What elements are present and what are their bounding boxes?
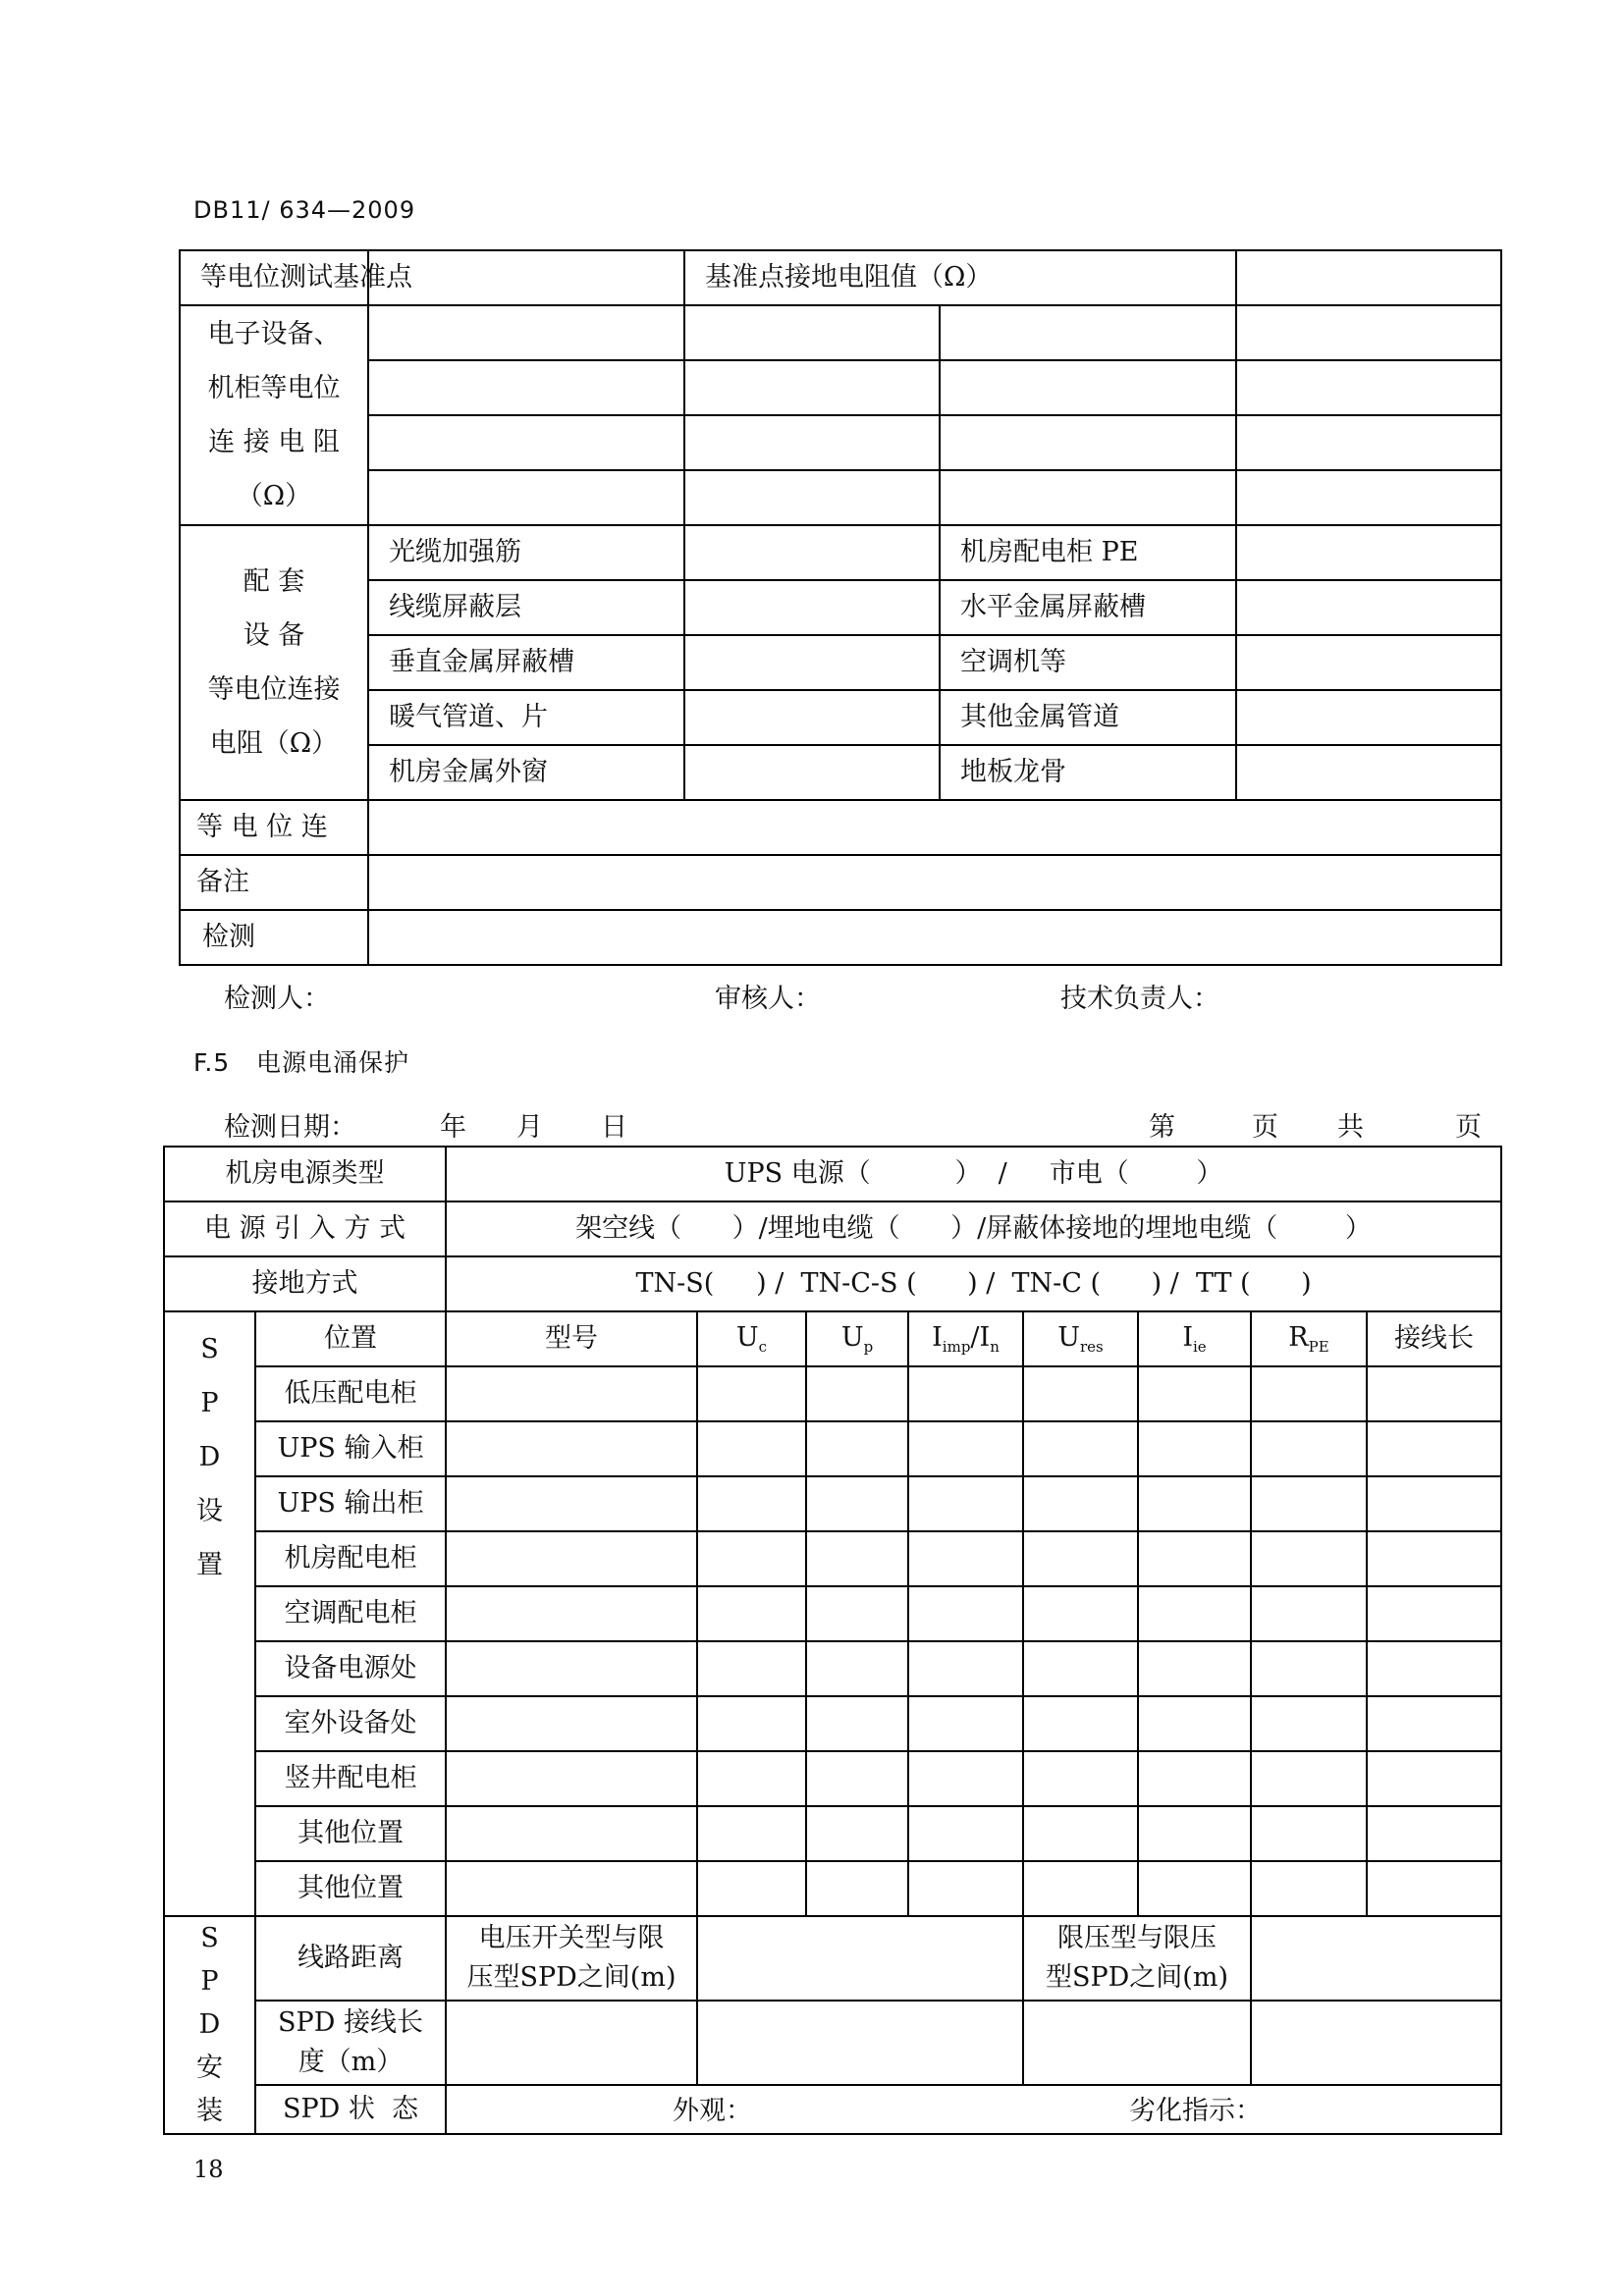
support-equipment-label: 配 套 设 备 等电位连接 电阻（Ω） <box>180 525 368 800</box>
spd-cell[interactable] <box>1367 1806 1501 1861</box>
equipotential-connection-value[interactable] <box>368 800 1501 855</box>
header-iie: $I_{ie}$ <box>1138 1311 1251 1366</box>
support-value[interactable] <box>1236 690 1501 745</box>
spd-cell[interactable] <box>1023 1641 1138 1696</box>
support-item-left: 机房金属外窗 <box>368 745 684 800</box>
equip-cell[interactable] <box>940 415 1236 470</box>
document-code: DB11/ 634—2009 <box>193 196 416 224</box>
spd-cell[interactable] <box>908 1696 1023 1751</box>
spd-cell[interactable] <box>1367 1421 1501 1476</box>
spd-cell[interactable] <box>806 1421 908 1476</box>
equip-cell[interactable] <box>368 360 684 415</box>
spd-cell[interactable] <box>1023 1476 1138 1531</box>
voltage-switch-distance-value[interactable] <box>697 1916 1023 2001</box>
header-model: 型号 <box>446 1311 697 1366</box>
spd-cell[interactable] <box>1023 1806 1138 1861</box>
spd-cell[interactable] <box>908 1476 1023 1531</box>
spd-cell[interactable] <box>1023 1421 1138 1476</box>
spd-cell[interactable] <box>1138 1366 1251 1421</box>
position-row-label: 机房配电柜 <box>255 1531 446 1586</box>
support-item-right: 地板龙骨 <box>940 745 1236 800</box>
spd-cell[interactable] <box>697 1421 806 1476</box>
spd-cell[interactable] <box>1251 1421 1367 1476</box>
spd-cell[interactable] <box>1138 1531 1251 1586</box>
day-label: 日 <box>601 1112 627 1143</box>
spd-cell[interactable] <box>1251 1641 1367 1696</box>
spd-cell[interactable] <box>1367 1861 1501 1916</box>
spd-cell[interactable] <box>908 1641 1023 1696</box>
equip-cell[interactable] <box>1236 470 1501 525</box>
equipment-resistance-label: 电子设备、 机柜等电位 连 接 电 阻 （Ω） <box>180 305 368 525</box>
support-item-left: 暖气管道、片 <box>368 690 684 745</box>
spd-cell[interactable] <box>1367 1586 1501 1641</box>
degradation-label: 劣化指示： <box>1129 2096 1262 2126</box>
support-item-right: 其他金属管道 <box>940 690 1236 745</box>
appearance-label: 外观： <box>673 2096 752 2126</box>
inspection-value[interactable] <box>368 910 1501 965</box>
equip-cell[interactable] <box>368 305 684 360</box>
spd-cell[interactable] <box>1023 1531 1138 1586</box>
spd-cell[interactable] <box>446 1421 697 1476</box>
support-value[interactable] <box>1236 745 1501 800</box>
support-value[interactable] <box>1236 525 1501 580</box>
spd-cell[interactable] <box>697 1531 806 1586</box>
spd-cell[interactable] <box>908 1751 1023 1806</box>
limiting-distance-label: 限压型与限压 型SPD之间(m) <box>1023 1916 1251 2001</box>
inspector-label: 检测人： <box>224 984 330 1014</box>
spd-cell[interactable] <box>446 1751 697 1806</box>
section-title: F.5 电源电涌保护 <box>193 1048 410 1077</box>
spd-cell[interactable] <box>1251 1476 1367 1531</box>
inspection-label: 检测 <box>180 910 368 965</box>
reference-point-label: 等电位测试基准点 <box>180 250 368 305</box>
spd-cell[interactable] <box>908 1861 1023 1916</box>
equip-cell[interactable] <box>1236 305 1501 360</box>
spd-setting-side-label: S P D 设 置 <box>164 1311 255 1916</box>
spd-cell[interactable] <box>446 1531 697 1586</box>
inspection-date-label: 检测日期： <box>224 1112 356 1143</box>
spd-cell[interactable] <box>1251 1586 1367 1641</box>
spd-cell[interactable] <box>1023 1751 1138 1806</box>
header-position: 位置 <box>255 1311 446 1366</box>
spd-cell[interactable] <box>1251 1806 1367 1861</box>
equip-cell[interactable] <box>684 470 940 525</box>
position-row-label: UPS 输入柜 <box>255 1421 446 1476</box>
spd-cell[interactable] <box>806 1861 908 1916</box>
spd-cell[interactable] <box>908 1421 1023 1476</box>
spd-cell[interactable] <box>697 1586 806 1641</box>
position-row-label: 其他位置 <box>255 1861 446 1916</box>
equip-cell[interactable] <box>1236 415 1501 470</box>
reference-resistance-label: 基准点接地电阻值（Ω） <box>684 250 1236 305</box>
spd-cell[interactable] <box>446 1366 697 1421</box>
spd-cell[interactable] <box>697 1861 806 1916</box>
position-row-label: 设备电源处 <box>255 1641 446 1696</box>
spd-cell[interactable] <box>1251 1531 1367 1586</box>
header-rpe: $R_{PE}$ <box>1251 1311 1367 1366</box>
spd-cell[interactable] <box>446 1696 697 1751</box>
support-item-right: 空调机等 <box>940 635 1236 690</box>
spd-wire-length-label: SPD 接线长 度（m） <box>255 2001 446 2085</box>
support-value[interactable] <box>684 525 940 580</box>
spd-cell[interactable] <box>908 1586 1023 1641</box>
year-label: 年 <box>440 1112 466 1143</box>
spd-cell[interactable] <box>697 1366 806 1421</box>
spd-cell[interactable] <box>446 1806 697 1861</box>
reference-point-value[interactable] <box>368 250 684 305</box>
distance-label: 线路距离 <box>255 1916 446 2001</box>
spd-cell[interactable] <box>697 1696 806 1751</box>
spd-cell[interactable] <box>806 1641 908 1696</box>
spd-cell[interactable] <box>806 1366 908 1421</box>
spd-cell[interactable] <box>1251 1366 1367 1421</box>
limiting-distance-value[interactable] <box>1251 1916 1501 2001</box>
reviewer-label: 审核人： <box>715 984 821 1014</box>
spd-cell[interactable] <box>1138 1696 1251 1751</box>
wire-length-cell[interactable] <box>697 2001 1023 2085</box>
spd-install-side-label: S P D 安 装 <box>164 1916 255 2134</box>
spd-cell[interactable] <box>1138 1641 1251 1696</box>
spd-cell[interactable] <box>446 1586 697 1641</box>
spd-status-label: SPD 状 态 <box>255 2085 446 2134</box>
month-label: 月 <box>516 1112 543 1143</box>
voltage-switch-distance-label: 电压开关型与限 压型SPD之间(m) <box>446 1916 697 2001</box>
support-item-right: 机房配电柜 PE <box>940 525 1236 580</box>
header-uc: $U_c$ <box>697 1311 806 1366</box>
position-row-label: 低压配电柜 <box>255 1366 446 1421</box>
spd-cell[interactable] <box>1251 1696 1367 1751</box>
equipotential-connection-label: 等 电 位 连 <box>180 800 368 855</box>
remarks-value[interactable] <box>368 855 1501 910</box>
spd-cell[interactable] <box>908 1366 1023 1421</box>
spd-cell[interactable] <box>1251 1751 1367 1806</box>
wire-length-cell[interactable] <box>1251 2001 1501 2085</box>
spd-cell[interactable] <box>1367 1696 1501 1751</box>
spd-cell[interactable] <box>1367 1531 1501 1586</box>
grounding-value[interactable]: TN-S( ) / TN-C-S ( ) / TN-C ( ) / TT ( ) <box>446 1256 1501 1311</box>
equip-cell[interactable] <box>684 415 940 470</box>
power-type-value[interactable]: UPS 电源（ ） / 市电（ ） <box>446 1147 1501 1201</box>
spd-cell[interactable] <box>1138 1806 1251 1861</box>
page-di-label: 第 <box>1149 1112 1175 1143</box>
spd-cell[interactable] <box>1251 1861 1367 1916</box>
position-row-label: 其他位置 <box>255 1806 446 1861</box>
spd-cell[interactable] <box>1023 1366 1138 1421</box>
equip-cell[interactable] <box>940 305 1236 360</box>
tech-lead-label: 技术负责人： <box>1060 984 1219 1014</box>
spd-cell[interactable] <box>446 1861 697 1916</box>
spd-cell[interactable] <box>1023 1861 1138 1916</box>
spd-cell[interactable] <box>806 1586 908 1641</box>
position-row-label: 室外设备处 <box>255 1696 446 1751</box>
spd-cell[interactable] <box>1138 1421 1251 1476</box>
spd-cell[interactable] <box>806 1751 908 1806</box>
support-value[interactable] <box>684 580 940 635</box>
spd-cell[interactable] <box>1023 1586 1138 1641</box>
total-page-label: 页 <box>1455 1112 1482 1143</box>
support-value[interactable] <box>684 745 940 800</box>
support-item-left: 光缆加强筋 <box>368 525 684 580</box>
support-item-right: 水平金属屏蔽槽 <box>940 580 1236 635</box>
spd-cell[interactable] <box>1367 1366 1501 1421</box>
header-iimp-in: $I_{imp}/I_n$ <box>908 1311 1023 1366</box>
spd-status-value[interactable] <box>446 2085 1501 2134</box>
spd-cell[interactable] <box>1138 1861 1251 1916</box>
header-wire-length: 接线长 <box>1367 1311 1501 1366</box>
equipotential-table <box>179 249 1502 966</box>
spd-cell[interactable] <box>908 1531 1023 1586</box>
wire-length-cell[interactable] <box>446 2001 697 2085</box>
support-value[interactable] <box>684 690 940 745</box>
spd-cell[interactable] <box>446 1641 697 1696</box>
spd-cell[interactable] <box>1138 1586 1251 1641</box>
remarks-label: 备注 <box>180 855 368 910</box>
spd-cell[interactable] <box>806 1476 908 1531</box>
support-value[interactable] <box>684 635 940 690</box>
equip-cell[interactable] <box>940 470 1236 525</box>
surge-protection-table <box>163 1146 1502 2135</box>
support-value[interactable] <box>1236 635 1501 690</box>
page-number: 18 <box>193 2156 224 2183</box>
spd-cell[interactable] <box>697 1641 806 1696</box>
position-row-label: UPS 输出柜 <box>255 1476 446 1531</box>
header-up: $U_p$ <box>806 1311 908 1366</box>
wire-length-cell[interactable] <box>1023 2001 1251 2085</box>
header-ures: $U_{res}$ <box>1023 1311 1138 1366</box>
power-entry-value[interactable]: 架空线（ ）/埋地电缆（ ）/屏蔽体接地的埋地电缆（ ） <box>446 1201 1501 1256</box>
support-value[interactable] <box>1236 580 1501 635</box>
support-item-left: 线缆屏蔽层 <box>368 580 684 635</box>
power-type-label: 机房电源类型 <box>164 1147 446 1201</box>
equip-cell[interactable] <box>1236 360 1501 415</box>
spd-cell[interactable] <box>1138 1476 1251 1531</box>
support-item-left: 垂直金属屏蔽槽 <box>368 635 684 690</box>
spd-cell[interactable] <box>697 1806 806 1861</box>
spd-cell[interactable] <box>1138 1751 1251 1806</box>
spd-cell[interactable] <box>806 1696 908 1751</box>
spd-cell[interactable] <box>697 1476 806 1531</box>
equip-cell[interactable] <box>368 415 684 470</box>
spd-cell[interactable] <box>446 1476 697 1531</box>
spd-cell[interactable] <box>908 1806 1023 1861</box>
equip-cell[interactable] <box>368 470 684 525</box>
position-row-label: 竖井配电柜 <box>255 1751 446 1806</box>
spd-cell[interactable] <box>806 1806 908 1861</box>
equip-cell[interactable] <box>940 360 1236 415</box>
page-label: 页 <box>1252 1112 1278 1143</box>
grounding-label: 接地方式 <box>164 1256 446 1311</box>
power-entry-label: 电 源 引 入 方 式 <box>164 1201 446 1256</box>
spd-cell[interactable] <box>1367 1641 1501 1696</box>
spd-cell[interactable] <box>697 1751 806 1806</box>
spd-cell[interactable] <box>806 1531 908 1586</box>
equip-cell[interactable] <box>684 305 940 360</box>
reference-resistance-value[interactable] <box>1236 250 1501 305</box>
spd-cell[interactable] <box>1023 1696 1138 1751</box>
spd-cell[interactable] <box>1367 1476 1501 1531</box>
equip-cell[interactable] <box>684 360 940 415</box>
spd-cell[interactable] <box>1367 1751 1501 1806</box>
total-gong-label: 共 <box>1337 1112 1364 1143</box>
position-row-label: 空调配电柜 <box>255 1586 446 1641</box>
